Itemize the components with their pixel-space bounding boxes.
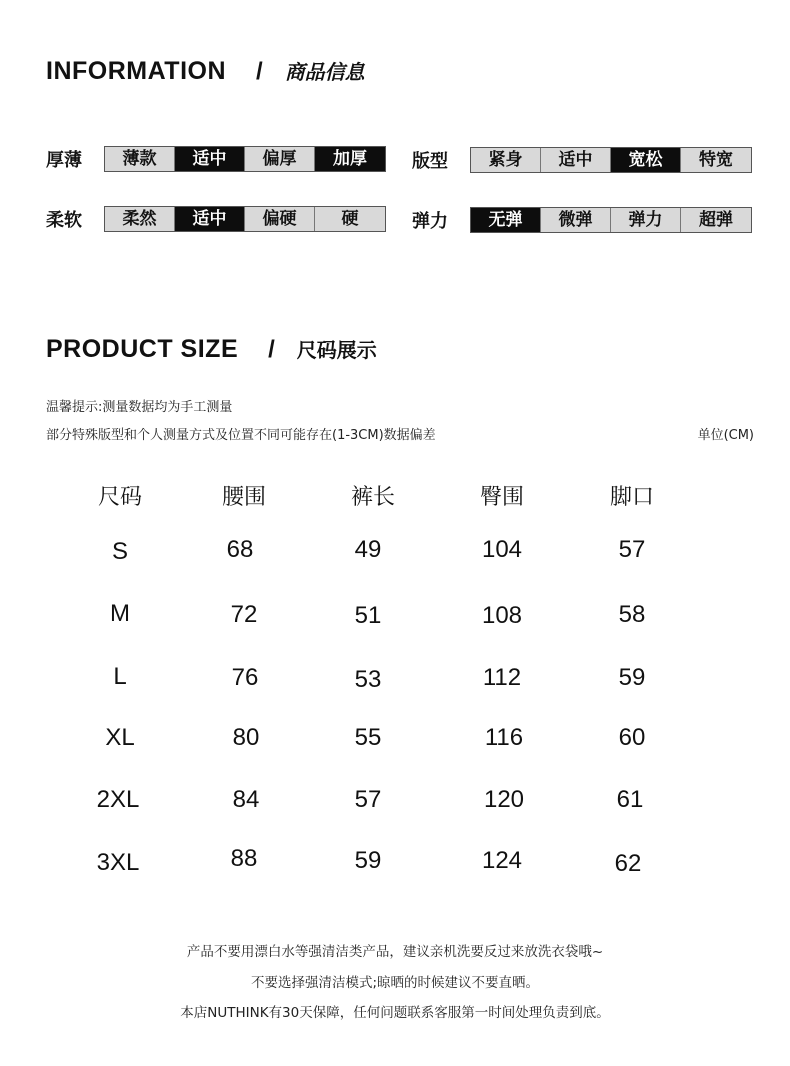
table-cell: 49 (354, 536, 382, 563)
table-cell: 80 (232, 724, 260, 751)
option: 特宽 (681, 148, 751, 172)
table-cell: 108 (481, 602, 523, 629)
table-cell: 104 (481, 536, 523, 563)
product-size-slash: / (268, 336, 275, 363)
option: 加厚 (315, 147, 385, 171)
table-cell: 61 (616, 786, 644, 813)
table-cell: 68 (226, 536, 254, 563)
option: 无弹 (471, 208, 541, 232)
option: 弹力 (611, 208, 681, 232)
table-cell: M (110, 600, 130, 627)
table-cell: L (113, 663, 127, 690)
information-title-en: INFORMATION (46, 57, 227, 85)
option: 微弹 (541, 208, 611, 232)
product-size-title-cn: 尺码展示 (296, 338, 377, 362)
table-cell: 124 (481, 847, 523, 874)
table-cell: 112 (482, 664, 522, 691)
attribute-label: 柔软 (46, 210, 82, 231)
attribute-label: 厚薄 (46, 150, 82, 171)
table-header: 裤长 (350, 485, 395, 510)
table-cell: 57 (354, 786, 382, 813)
information-slash: / (256, 58, 263, 85)
table-header: 脚口 (609, 485, 654, 510)
option: 宽松 (611, 148, 681, 172)
care-note-line-1: 产品不要用漂白水等强清洁类产品，建议亲机洗要反过来放洗衣袋哦~ (186, 944, 604, 960)
table-cell: 116 (484, 724, 524, 751)
unit-label: 单位(CM) (697, 428, 754, 443)
table-cell: 3XL (96, 849, 140, 876)
table-cell: XL (105, 724, 135, 751)
option: 偏硬 (245, 207, 315, 231)
table-cell: 59 (618, 664, 646, 691)
table-header: 尺码 (97, 485, 142, 510)
option: 偏厚 (245, 147, 315, 171)
table-cell: 57 (618, 536, 646, 563)
table-cell: 59 (354, 847, 382, 874)
table-cell: 84 (232, 786, 260, 813)
warranty-note: 本店NUTHINK有30天保障，任何问题联系客服第一时间处理负责到底。 (180, 1005, 610, 1021)
table-header: 臀围 (479, 485, 524, 510)
option: 适中 (175, 207, 245, 231)
option: 薄款 (105, 147, 175, 171)
option: 适中 (541, 148, 611, 172)
table-cell: 88 (230, 845, 258, 872)
measurement-note: 温馨提示:测量数据均为手工测量 (46, 400, 233, 415)
table-header: 腰围 (221, 485, 266, 510)
information-title-cn: 商品信息 (284, 60, 365, 84)
table-cell: 60 (618, 724, 646, 751)
option: 适中 (175, 147, 245, 171)
product-size-title-en: PRODUCT SIZE (46, 335, 239, 363)
deviation-note: 部分特殊版型和个人测量方式及位置不同可能存在(1-3CM)数据偏差 (46, 428, 436, 443)
table-cell: 55 (354, 724, 382, 751)
option: 柔然 (105, 207, 175, 231)
table-cell: 76 (231, 664, 259, 691)
attribute-label: 弹力 (412, 211, 448, 232)
table-cell: 62 (614, 850, 642, 877)
table-cell: 51 (354, 602, 382, 629)
table-cell: 58 (618, 601, 646, 628)
table-cell: 2XL (96, 786, 140, 813)
table-cell: S (111, 538, 128, 565)
care-note-line-2: 不要选择强清洁模式;晾晒的时候建议不要直晒。 (250, 975, 540, 991)
table-cell: 72 (230, 601, 258, 628)
attribute-label: 版型 (412, 151, 448, 172)
option: 硬 (315, 207, 385, 231)
table-cell: 120 (483, 786, 525, 813)
option: 紧身 (471, 148, 541, 172)
table-cell: 53 (354, 666, 382, 693)
option: 超弹 (681, 208, 751, 232)
